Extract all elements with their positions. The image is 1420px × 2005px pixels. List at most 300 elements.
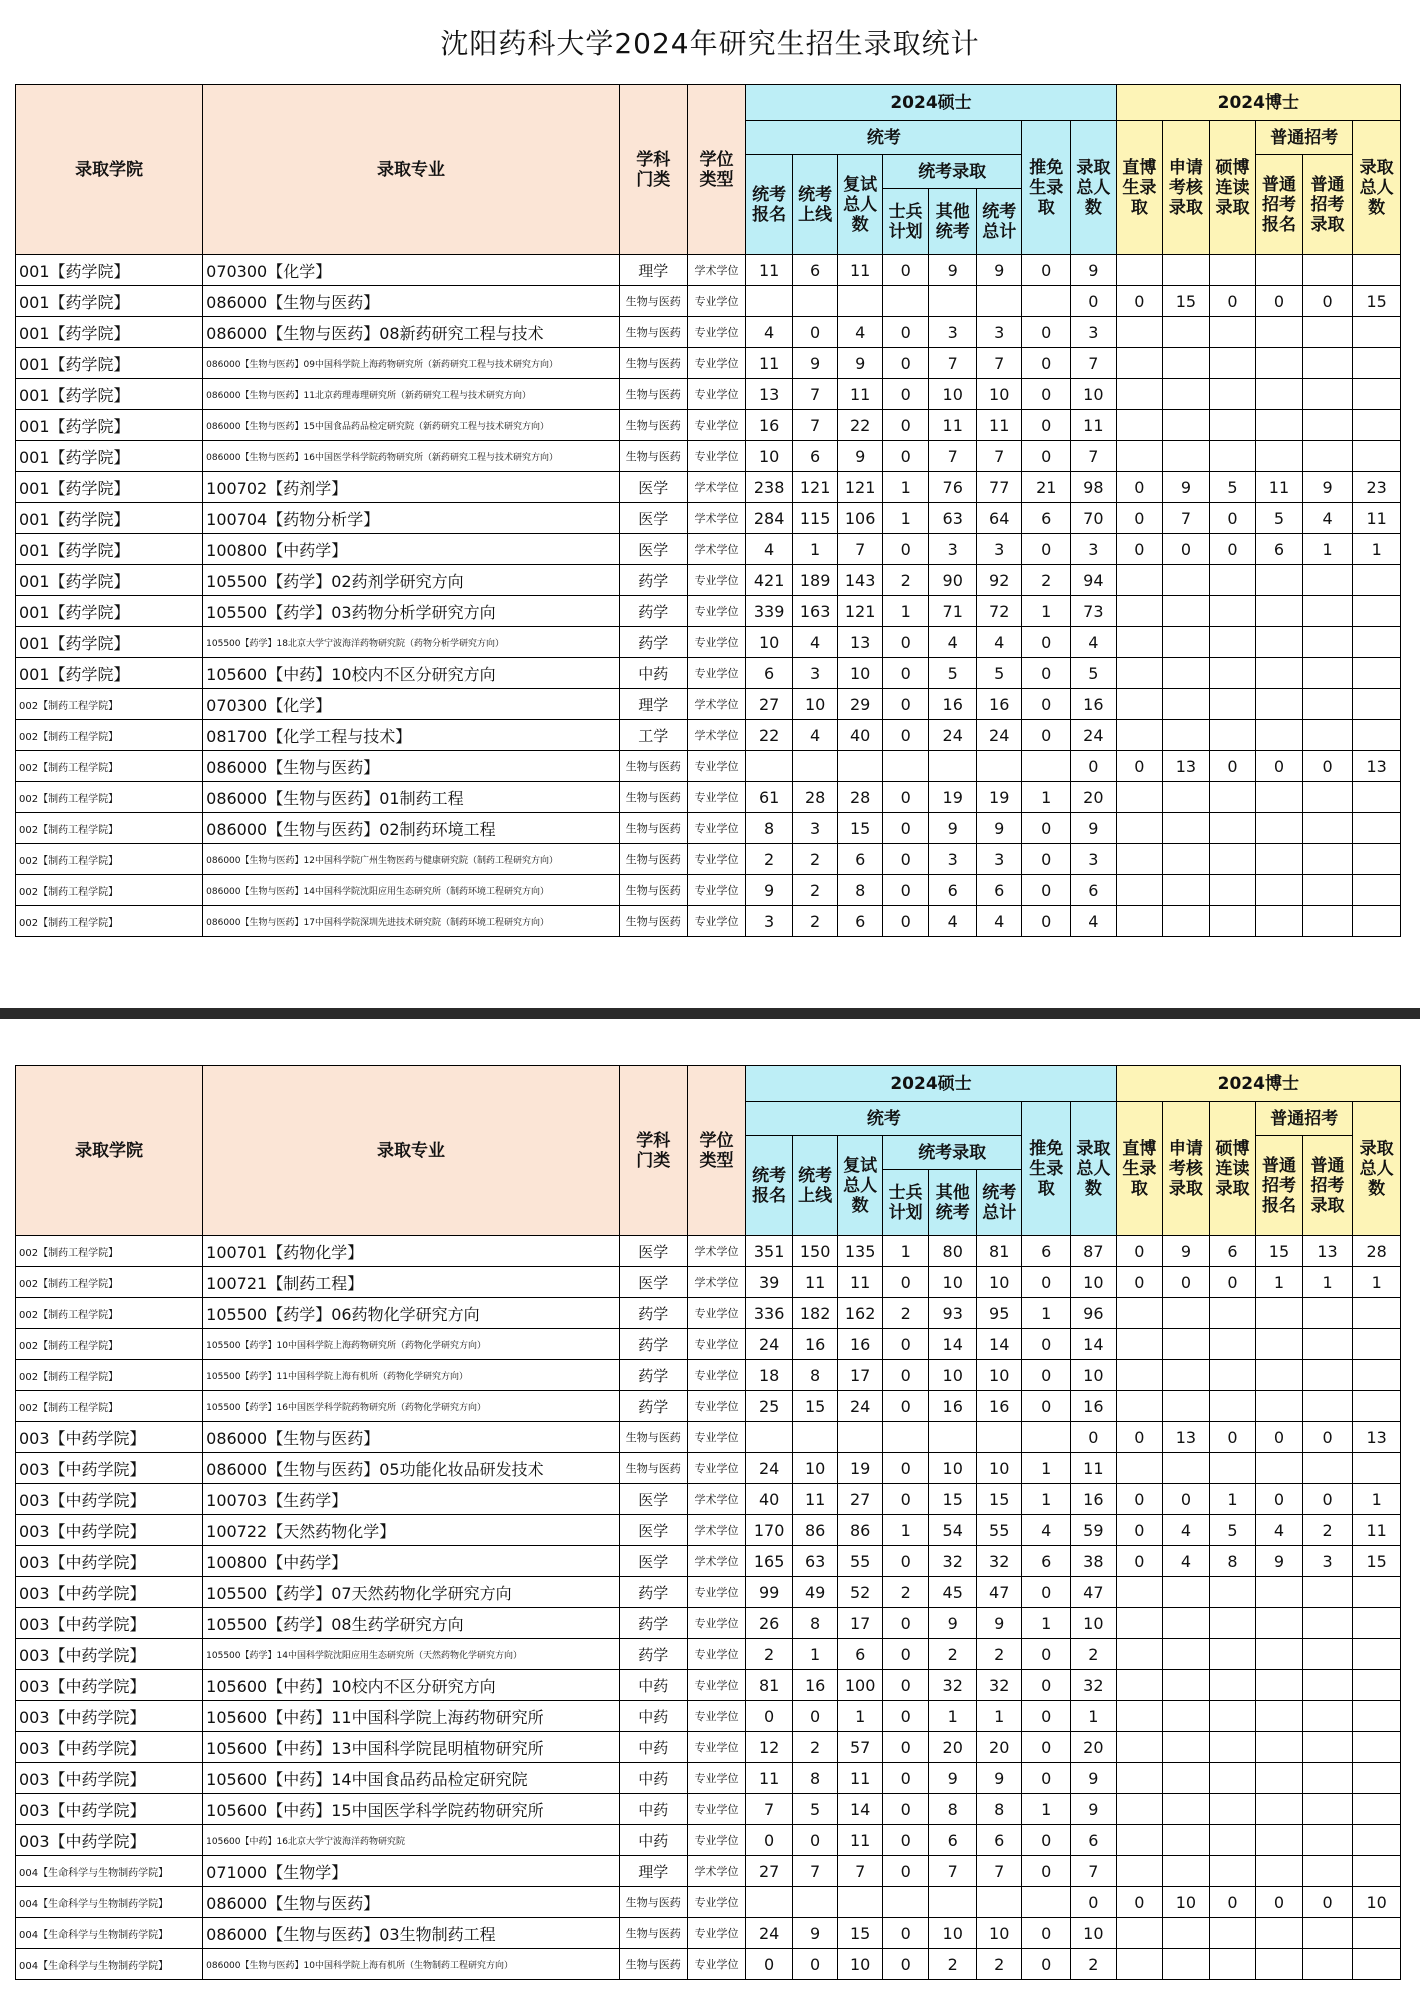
value-cell: 15 [1163,286,1210,317]
value-cell: 0 [1022,1825,1071,1856]
value-cell: 0 [882,410,929,441]
header-qita: 其他 统考 [929,189,977,255]
major-cell: 100721【制药工程】 [203,1267,620,1298]
value-cell: 3 [792,813,838,844]
header-shuobo: 硕博 连读 录取 [1209,1102,1256,1236]
value-cell: 351 [746,1236,793,1267]
value-cell: 182 [792,1298,838,1329]
value-cell [1116,1794,1163,1825]
value-cell: 0 [1071,751,1117,782]
value-cell [1209,317,1256,348]
value-cell [1163,658,1210,689]
dept-cell: 001【药学院】 [16,472,203,503]
value-cell: 7 [929,1856,977,1887]
value-cell: 14 [929,1329,977,1360]
value-cell: 10 [792,689,838,720]
value-cell: 29 [838,689,883,720]
value-cell: 4 [792,627,838,658]
header-zhibo: 直博 生录 取 [1116,121,1163,255]
value-cell: 3 [929,844,977,875]
value-cell: 0 [882,1670,929,1701]
major-cell: 105600【中药】15中国医学科学院药物研究所 [203,1794,620,1825]
value-cell: 4 [1022,1515,1071,1546]
value-cell [1302,658,1353,689]
value-cell: 9 [976,813,1022,844]
value-cell: 0 [882,1391,929,1422]
category-cell: 理学 [619,689,687,720]
value-cell [1302,410,1353,441]
header-shibing: 士兵 计划 [882,1170,929,1236]
category-cell: 药学 [619,596,687,627]
value-cell: 13 [1163,1422,1210,1453]
value-cell [882,286,929,317]
value-cell: 0 [1116,286,1163,317]
value-cell: 0 [1209,751,1256,782]
value-cell [1209,1670,1256,1701]
dept-cell: 002【制药工程学院】 [16,782,203,813]
degree-cell: 专业学位 [687,410,746,441]
header-zhibo: 直博 生录 取 [1116,1102,1163,1236]
value-cell: 32 [976,1546,1022,1577]
dept-cell: 001【药学院】 [16,441,203,472]
value-cell: 0 [1209,1267,1256,1298]
value-cell [1163,720,1210,751]
value-cell [929,751,977,782]
value-cell: 10 [792,1453,838,1484]
value-cell: 93 [929,1298,977,1329]
value-cell [1209,813,1256,844]
value-cell: 25 [746,1391,793,1422]
value-cell [1353,1949,1401,1980]
value-cell [882,1887,929,1918]
value-cell [1302,1856,1353,1887]
value-cell [1209,255,1256,286]
value-cell [1163,565,1210,596]
value-cell [1022,1887,1071,1918]
category-cell: 工学 [619,720,687,751]
value-cell [1163,1577,1210,1608]
category-cell: 药学 [619,1639,687,1670]
value-cell: 10 [1071,379,1117,410]
header-tk-zongji: 统考 总计 [976,189,1022,255]
value-cell: 0 [1302,1484,1353,1515]
category-cell: 药学 [619,1391,687,1422]
value-cell: 0 [1256,286,1303,317]
value-cell: 336 [746,1298,793,1329]
category-cell: 医学 [619,1546,687,1577]
value-cell: 15 [1256,1236,1303,1267]
header-qita: 其他 统考 [929,1170,977,1236]
degree-cell: 专业学位 [687,379,746,410]
value-cell: 6 [1022,1546,1071,1577]
value-cell: 0 [1071,286,1117,317]
header-master-total: 录取 总人 数 [1071,1102,1117,1236]
value-cell: 16 [792,1670,838,1701]
category-cell: 中药 [619,1701,687,1732]
value-cell: 11 [746,1763,793,1794]
major-cell: 105500【药学】06药物化学研究方向 [203,1298,620,1329]
major-cell: 086000【生物与医药】 [203,751,620,782]
table-row [16,596,1401,627]
value-cell [1163,1298,1210,1329]
value-cell: 2 [1302,1515,1353,1546]
degree-cell: 专业学位 [687,658,746,689]
table-row [16,875,1401,906]
value-cell: 9 [929,1608,977,1639]
major-cell: 086000【生物与医药】09中国科学院上海药物研究所（新药研究工程与技术研究方向） [203,348,620,379]
value-cell [929,1422,977,1453]
value-cell [1353,1856,1401,1887]
value-cell: 86 [792,1515,838,1546]
value-cell: 0 [792,1825,838,1856]
value-cell [1256,410,1303,441]
value-cell [1256,1453,1303,1484]
value-cell: 13 [1163,751,1210,782]
value-cell: 9 [976,1763,1022,1794]
major-cell: 105500【药学】16中国医学科学院药物研究所（药物化学研究方向） [203,1391,620,1422]
degree-cell: 专业学位 [687,596,746,627]
value-cell: 0 [1071,1422,1117,1453]
value-cell: 0 [1022,658,1071,689]
category-cell: 医学 [619,503,687,534]
value-cell [1353,1639,1401,1670]
value-cell: 0 [1022,1949,1071,1980]
value-cell: 4 [1163,1546,1210,1577]
value-cell: 100 [838,1670,883,1701]
value-cell [1116,813,1163,844]
value-cell: 16 [976,689,1022,720]
value-cell [792,1887,838,1918]
admission-table [15,84,1401,937]
value-cell: 8 [792,1763,838,1794]
dept-cell: 003【中药学院】 [16,1701,203,1732]
admission-table-part-2 [15,1065,1401,1980]
degree-cell: 学术学位 [687,503,746,534]
table-row [16,472,1401,503]
value-cell [1302,720,1353,751]
header-phd-2024: 2024博士 [1116,1066,1400,1102]
value-cell: 2 [1071,1949,1117,1980]
value-cell [1116,689,1163,720]
value-cell: 6 [1071,875,1117,906]
value-cell [1353,906,1401,937]
value-cell: 1 [882,472,929,503]
value-cell: 6 [1256,534,1303,565]
table-row [16,1360,1401,1391]
value-cell [1163,1453,1210,1484]
degree-cell: 专业学位 [687,1298,746,1329]
value-cell [929,286,977,317]
value-cell: 10 [746,441,793,472]
degree-cell: 学术学位 [687,1856,746,1887]
value-cell [1256,813,1303,844]
degree-cell: 专业学位 [687,348,746,379]
value-cell: 106 [838,503,883,534]
dept-cell: 003【中药学院】 [16,1639,203,1670]
value-cell: 7 [1071,1856,1117,1887]
value-cell: 0 [746,1701,793,1732]
value-cell [1116,1949,1163,1980]
value-cell: 11 [1256,472,1303,503]
value-cell: 0 [882,658,929,689]
value-cell [1209,565,1256,596]
value-cell [1256,1360,1303,1391]
value-cell [1116,1825,1163,1856]
value-cell [1163,1918,1210,1949]
value-cell [1302,317,1353,348]
value-cell [1353,441,1401,472]
category-cell: 药学 [619,565,687,596]
value-cell: 27 [746,1856,793,1887]
value-cell: 7 [746,1794,793,1825]
value-cell [1256,1763,1303,1794]
value-cell: 0 [882,627,929,658]
category-cell: 中药 [619,658,687,689]
value-cell: 0 [1116,1484,1163,1515]
value-cell [1163,1639,1210,1670]
major-cell: 070300【化学】 [203,689,620,720]
value-cell [1353,627,1401,658]
value-cell: 10 [838,658,883,689]
major-cell: 105600【中药】14中国食品药品检定研究院 [203,1763,620,1794]
value-cell: 0 [1022,813,1071,844]
value-cell [1256,379,1303,410]
value-cell [1256,627,1303,658]
value-cell: 2 [882,1577,929,1608]
major-cell: 086000【生物与医药】02制药环境工程 [203,813,620,844]
value-cell: 0 [882,813,929,844]
value-cell [1256,1794,1303,1825]
value-cell: 0 [1116,472,1163,503]
value-cell [1353,1825,1401,1856]
value-cell: 0 [1256,1887,1303,1918]
value-cell: 94 [1071,565,1117,596]
value-cell [976,1422,1022,1453]
value-cell: 0 [882,379,929,410]
value-cell: 0 [882,1484,929,1515]
value-cell [838,286,883,317]
value-cell [1353,348,1401,379]
category-cell: 生物与医药 [619,286,687,317]
value-cell [1116,782,1163,813]
value-cell: 11 [838,1763,883,1794]
degree-cell: 专业学位 [687,627,746,658]
degree-cell: 专业学位 [687,1360,746,1391]
value-cell: 63 [792,1546,838,1577]
dept-cell: 001【药学院】 [16,255,203,286]
value-cell [1256,844,1303,875]
value-cell: 7 [792,1856,838,1887]
value-cell: 0 [1116,1887,1163,1918]
header-pt-luqu: 普通 招考 录取 [1302,1136,1353,1236]
value-cell: 11 [1353,1515,1401,1546]
value-cell [1116,1732,1163,1763]
value-cell: 0 [882,1267,929,1298]
value-cell: 6 [1071,1825,1117,1856]
value-cell: 4 [976,627,1022,658]
value-cell [1302,813,1353,844]
value-cell: 11 [792,1267,838,1298]
degree-cell: 学术学位 [687,1267,746,1298]
value-cell: 1 [1256,1267,1303,1298]
major-cell: 105500【药学】02药剂学研究方向 [203,565,620,596]
value-cell: 4 [1071,906,1117,937]
value-cell [1116,658,1163,689]
major-cell: 105500【药学】08生药学研究方向 [203,1608,620,1639]
value-cell: 61 [746,782,793,813]
value-cell: 0 [1163,1484,1210,1515]
value-cell [1116,1918,1163,1949]
dept-cell: 003【中药学院】 [16,1763,203,1794]
value-cell [1209,658,1256,689]
value-cell: 11 [746,348,793,379]
value-cell: 2 [792,906,838,937]
value-cell: 4 [746,317,793,348]
value-cell: 4 [929,906,977,937]
value-cell: 87 [1071,1236,1117,1267]
value-cell [1353,813,1401,844]
value-cell: 14 [838,1794,883,1825]
value-cell: 1 [1022,782,1071,813]
value-cell [1256,658,1303,689]
value-cell: 0 [882,1453,929,1484]
value-cell: 0 [1022,627,1071,658]
value-cell [1116,379,1163,410]
value-cell: 9 [1071,813,1117,844]
value-cell: 10 [976,1267,1022,1298]
dept-cell: 001【药学院】 [16,317,203,348]
header-tk-shangxian: 统考 上线 [792,155,838,255]
value-cell [1256,1701,1303,1732]
dept-cell: 002【制药工程学院】 [16,813,203,844]
dept-cell: 001【药学院】 [16,565,203,596]
value-cell: 0 [1022,379,1071,410]
value-cell: 1 [1302,534,1353,565]
value-cell: 0 [1022,1267,1071,1298]
value-cell: 17 [838,1608,883,1639]
value-cell: 15 [1353,1546,1401,1577]
value-cell: 18 [746,1360,793,1391]
value-cell: 55 [976,1515,1022,1546]
header-dept: 录取学院 [16,1066,203,1236]
value-cell: 81 [976,1236,1022,1267]
value-cell [1353,720,1401,751]
table-row [16,1298,1401,1329]
value-cell: 0 [1022,689,1071,720]
value-cell: 3 [1071,317,1117,348]
table-row [16,1794,1401,1825]
value-cell [1116,1639,1163,1670]
category-cell: 中药 [619,1763,687,1794]
category-cell: 生物与医药 [619,379,687,410]
value-cell: 0 [1022,1670,1071,1701]
dept-cell: 003【中药学院】 [16,1484,203,1515]
value-cell [1353,1453,1401,1484]
dept-cell: 004【生命科学与生物制药学院】 [16,1918,203,1949]
category-cell: 生物与医药 [619,1422,687,1453]
value-cell [1256,348,1303,379]
major-cell: 086000【生物与医药】05功能化妆品研发技术 [203,1453,620,1484]
value-cell [838,1887,883,1918]
value-cell [1302,1825,1353,1856]
value-cell: 2 [746,844,793,875]
dept-cell: 002【制药工程学院】 [16,844,203,875]
value-cell: 2 [792,875,838,906]
major-cell: 086000【生物与医药】12中国科学院广州生物医药与健康研究院（制药工程研究方向） [203,844,620,875]
value-cell [1302,1360,1353,1391]
value-cell [1209,441,1256,472]
dept-cell: 004【生命科学与生物制药学院】 [16,1856,203,1887]
dept-cell: 001【药学院】 [16,503,203,534]
major-cell: 105500【药学】10中国科学院上海药物研究所（药物化学研究方向） [203,1329,620,1360]
dept-cell: 001【药学院】 [16,534,203,565]
value-cell [838,1422,883,1453]
value-cell: 20 [1071,1732,1117,1763]
value-cell: 0 [1022,1577,1071,1608]
degree-cell: 专业学位 [687,1329,746,1360]
value-cell [1302,1453,1353,1484]
degree-cell: 专业学位 [687,1577,746,1608]
degree-cell: 专业学位 [687,1887,746,1918]
value-cell [1116,1608,1163,1639]
degree-cell: 学术学位 [687,255,746,286]
value-cell: 0 [1116,1422,1163,1453]
value-cell [976,286,1022,317]
table-row [16,1484,1401,1515]
degree-cell: 专业学位 [687,286,746,317]
major-cell: 100800【中药学】 [203,1546,620,1577]
value-cell: 1 [882,1515,929,1546]
dept-cell: 001【药学院】 [16,348,203,379]
value-cell: 0 [1022,906,1071,937]
value-cell [1209,1825,1256,1856]
value-cell: 9 [1163,472,1210,503]
value-cell: 8 [976,1794,1022,1825]
value-cell: 0 [792,1949,838,1980]
header-tk-baoming: 统考 报名 [746,155,793,255]
value-cell: 16 [1071,1484,1117,1515]
value-cell: 0 [1022,1329,1071,1360]
value-cell: 0 [882,782,929,813]
table-row [16,441,1401,472]
dept-cell: 001【药学院】 [16,410,203,441]
category-cell: 中药 [619,1670,687,1701]
value-cell [1116,565,1163,596]
value-cell: 0 [1022,255,1071,286]
degree-cell: 学术学位 [687,1484,746,1515]
value-cell: 0 [1163,534,1210,565]
value-cell: 6 [838,906,883,937]
table-row [16,844,1401,875]
value-cell [1209,720,1256,751]
value-cell: 11 [746,255,793,286]
value-cell [1163,1391,1210,1422]
value-cell: 45 [929,1577,977,1608]
dept-cell: 004【生命科学与生物制药学院】 [16,1887,203,1918]
header-tk-baoming: 统考 报名 [746,1136,793,1236]
value-cell: 24 [1071,720,1117,751]
major-cell: 100701【药物化学】 [203,1236,620,1267]
value-cell [1256,1577,1303,1608]
value-cell [1302,441,1353,472]
value-cell: 81 [746,1670,793,1701]
value-cell: 0 [1116,751,1163,782]
major-cell: 100702【药剂学】 [203,472,620,503]
value-cell [1209,1918,1256,1949]
value-cell [1256,1639,1303,1670]
value-cell: 1 [929,1701,977,1732]
value-cell [1209,1639,1256,1670]
